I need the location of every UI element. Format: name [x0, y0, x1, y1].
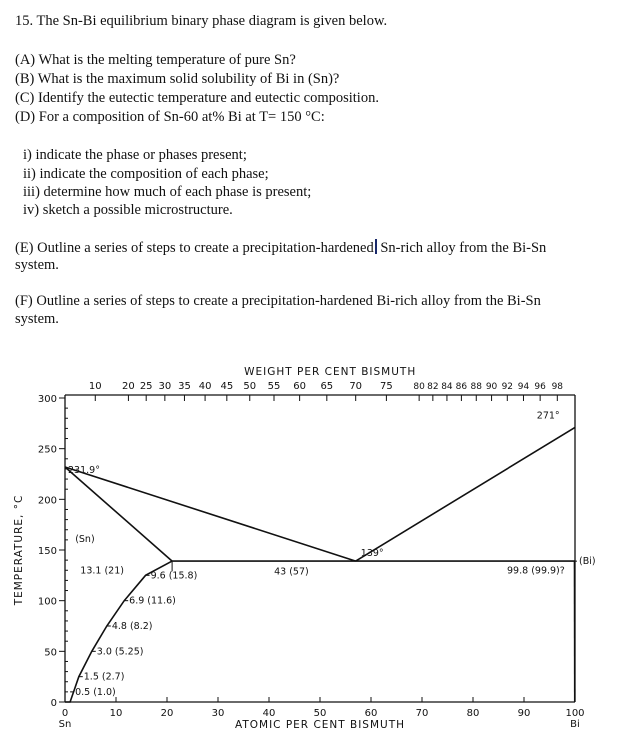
- x-tick-label: 30: [211, 708, 225, 719]
- bottom-axis-title: ATOMIC PER CENT BISMUTH: [234, 719, 406, 731]
- phase-diagram: [0, 355, 627, 753]
- y-tick-label: 150: [37, 546, 57, 557]
- part-d: (D) For a composition of Sn-60 at% Bi at T= 150 °C:: [15, 109, 325, 125]
- x-end-label-bi: Bi: [570, 719, 580, 730]
- x-end-label-sn: Sn: [58, 719, 72, 730]
- top-tick-label: 20: [122, 381, 135, 392]
- top-tick-label: 86: [455, 382, 468, 392]
- y-tick-label: 0: [50, 698, 57, 709]
- x-tick-label: 0: [61, 708, 69, 719]
- top-tick-label: 65: [320, 381, 334, 392]
- x-tick-label: 100: [565, 708, 585, 719]
- part-b: (B) What is the maximum solid solubility of Bi in (Sn)?: [15, 71, 340, 87]
- bi-melt-label: 271°: [536, 410, 560, 422]
- sn-phase-label: (Sn): [75, 533, 95, 545]
- y-tick-label: 300: [37, 394, 57, 405]
- part-a: (A) What is the melting temperature of pure Sn?: [15, 52, 296, 68]
- top-tick-label: 92: [501, 382, 514, 392]
- sn-melt-label: 231.9°: [68, 464, 100, 476]
- top-tick-label: 50: [243, 381, 257, 392]
- part-f-line1: (F) Outline a series of steps to create a precipitation-hardened Bi-rich alloy from the Bi-Sn: [15, 293, 541, 309]
- part-e-line1: [15, 239, 546, 257]
- top-tick-label: 80: [413, 382, 425, 392]
- sn-max-solubility-label: 13.1 (21): [80, 565, 124, 577]
- top-tick-label: 70: [349, 381, 363, 392]
- y-tick-label: 50: [44, 647, 57, 659]
- solvus-label: 0.5 (1.0): [75, 686, 116, 698]
- top-tick-label: 96: [534, 382, 546, 392]
- top-tick-label: 90: [485, 382, 498, 392]
- y-axis-title: TEMPERATURE, °C: [13, 494, 25, 606]
- top-axis-title: WEIGHT PER CENT BISMUTH: [244, 366, 417, 378]
- x-tick-label: 70: [415, 708, 429, 719]
- subpart-i: i) indicate the phase or phases present;: [23, 147, 247, 163]
- y-tick-label: 100: [37, 596, 57, 608]
- x-tick-label: 40: [262, 708, 276, 719]
- phase-boundary-1: [356, 427, 575, 561]
- y-tick-label: 250: [37, 444, 57, 456]
- solvus-label: 9.6 (15.8): [150, 570, 198, 582]
- top-tick-label: 75: [380, 381, 393, 392]
- x-tick-label: 80: [466, 708, 480, 719]
- x-tick-label: 90: [517, 708, 531, 719]
- y-tick-label: 200: [37, 495, 57, 507]
- phase-boundary-2: [65, 464, 172, 561]
- top-tick-label: 25: [139, 381, 153, 392]
- top-tick-label: 94: [517, 382, 530, 392]
- part-e-line2: system.: [15, 257, 59, 273]
- top-tick-label: 40: [198, 381, 212, 392]
- top-tick-label: 60: [293, 381, 306, 392]
- solvus-label: 3.0 (5.25): [96, 646, 144, 658]
- solvus-label: 6.9 (11.6): [129, 595, 176, 607]
- part-e-text-a: (E) Outline a series of steps to create a precipitation-hardened: [15, 240, 374, 256]
- solvus-label: 4.8 (8.2): [111, 621, 153, 632]
- x-tick-label: 60: [364, 708, 378, 719]
- x-tick-label: 10: [109, 708, 123, 719]
- subpart-iii: iii) determine how much of each phase is present;: [23, 184, 312, 200]
- top-tick-label: 88: [470, 382, 482, 392]
- bi-phase-label: (Bi): [579, 556, 596, 568]
- part-f-line2: system.: [15, 311, 59, 327]
- subpart-iv: iv) sketch a possible microstructure.: [23, 202, 233, 218]
- solvus-label: 1.5 (2.7): [83, 671, 125, 683]
- top-tick-label: 45: [220, 381, 234, 392]
- top-tick-label: 55: [267, 381, 281, 392]
- subpart-ii: ii) indicate the composition of each phase;: [23, 166, 269, 182]
- eutectic-comp-label: 43 (57): [274, 566, 309, 578]
- x-tick-label: 20: [160, 708, 174, 719]
- top-tick-label: 30: [158, 381, 172, 392]
- question-title: 15. The Sn-Bi equilibrium binary phase diagram is given below.: [15, 13, 388, 29]
- bi-solubility-label: 99.8 (99.9)?: [507, 565, 565, 577]
- top-tick-label: 84: [441, 382, 453, 392]
- part-c: (C) Identify the eutectic temperature and eutectic composition.: [15, 90, 379, 106]
- top-tick-label: 35: [178, 381, 191, 392]
- x-tick-label: 50: [313, 708, 327, 719]
- part-e-text-b: Sn-rich alloy from the Bi-Sn: [376, 240, 547, 256]
- top-tick-label: 98: [551, 382, 564, 392]
- phase-boundary-0: [65, 464, 356, 561]
- top-tick-label: 82: [427, 382, 439, 392]
- top-tick-label: 10: [88, 381, 102, 392]
- eutectic-temp-label: 139°: [360, 548, 384, 560]
